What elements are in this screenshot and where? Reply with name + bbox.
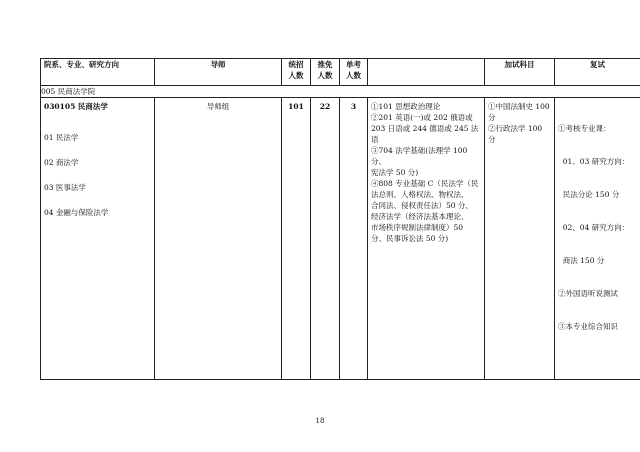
- section-title: 005 民商法学院: [41, 86, 640, 98]
- retest-line: 02、04 研究方向：: [558, 223, 630, 232]
- program-cell: [41, 98, 155, 380]
- header-unified: 统招 人数: [282, 59, 311, 86]
- header-single: 单考 人数: [340, 59, 368, 86]
- exam-subject-line: 市场秩序规制法律制度）50: [371, 223, 464, 232]
- header-row: [41, 59, 640, 86]
- section-row: [41, 86, 640, 98]
- enrollment-table: [40, 58, 640, 380]
- exam-subject-line: ②201 英语(一)或 202 俄语或: [371, 113, 473, 122]
- direction-item: 04 金融与保险法学: [44, 208, 109, 217]
- single-count: 3: [340, 98, 368, 380]
- direction-item: 02 商法学: [44, 158, 79, 167]
- retest-line: ③本专业综合知识: [558, 322, 618, 331]
- header-dept: 院系、专业、研究方向: [41, 59, 155, 86]
- exempt-count: 22: [311, 98, 340, 380]
- exam-subject-line: ④808 专业基础 C（民法学（民: [371, 179, 479, 188]
- header-supervisor: 导师: [155, 59, 282, 86]
- header-retest: 复试: [555, 59, 640, 86]
- retest-line: 01、03 研究方向：: [558, 157, 630, 166]
- retest-line: ②外国语听说测试: [558, 289, 618, 298]
- exam-subject-line: 分、民事诉讼法 50 分): [371, 234, 449, 243]
- exam-subject-line: 合同法、侵权责任法）50 分、: [371, 201, 473, 210]
- exam-subject-line: 语: [371, 135, 379, 144]
- page-number: 18: [315, 417, 325, 425]
- extra-subject-line: ①中国法制史 100: [488, 102, 550, 111]
- retest-cell: [555, 98, 640, 380]
- retest-line: 商法 150 分: [558, 256, 605, 265]
- header-extra-subjects: 加试科目: [485, 59, 555, 86]
- header-exam-subjects: [368, 59, 485, 86]
- program-row: [41, 98, 640, 380]
- exam-subject-line: 宪法学 50 分): [371, 168, 419, 177]
- exam-subjects-cell: [368, 98, 485, 380]
- direction-list: [44, 132, 154, 218]
- extra-subject-line: 分: [488, 113, 496, 122]
- header-exempt: 推免 人数: [311, 59, 340, 86]
- retest-line: 民法分论 150 分: [558, 190, 620, 199]
- direction-item: 03 医事法学: [44, 183, 86, 192]
- program-code-name: 030105 民商法学: [44, 102, 108, 111]
- exam-subject-line: ①101 思想政治理论: [371, 102, 441, 111]
- exam-subject-line: 203 日语或 244 德语或 245 法: [371, 124, 479, 133]
- supervisor-value: 导师组: [155, 98, 282, 380]
- extra-subject-line: 分: [488, 135, 496, 144]
- exam-subject-line: 法总则、人格权法、物权法、: [371, 190, 469, 199]
- retest-line: ①考核专业课：: [558, 124, 611, 133]
- unified-count: 101: [282, 98, 311, 380]
- exam-subject-line: ③704 法学基础(法理学 100 分、: [371, 146, 468, 166]
- exam-subject-line: 经济法学（经济法基本理论、: [371, 212, 469, 221]
- extra-subjects-cell: [485, 98, 555, 380]
- extra-subject-line: ②行政法学 100: [488, 124, 543, 133]
- direction-item: 01 民法学: [44, 133, 79, 142]
